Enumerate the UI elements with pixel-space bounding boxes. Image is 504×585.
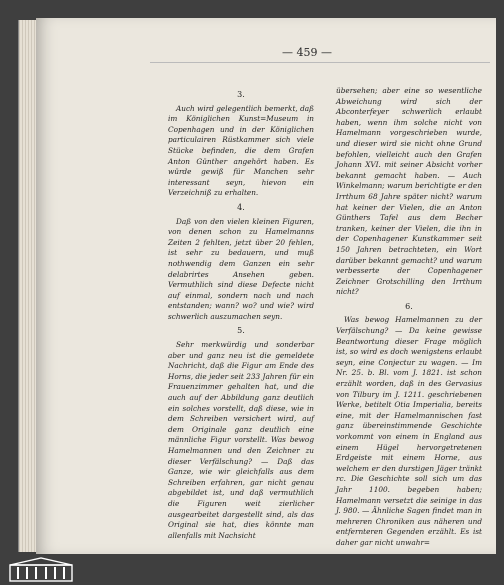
section-number: 4.	[237, 202, 245, 212]
left-column	[168, 86, 314, 543]
paragraph: Daß von den vielen kleinen Figuren, von denen schon zu Hamelmanns Zeiten 2 fehlten, jetzt über 20 fehlen, ist sehr zu bedauern, und muß nothwendig dem Ganzen ein sehr delabrirtes Ansehen geben. Vermuthlich sind diese Defecte nicht auf einmal, sondern nach und nach entstanden; wann? wo? und wie? wird schwerlich auszumachen seyn.	[168, 216, 314, 321]
library-building-icon	[8, 557, 74, 583]
document-page	[36, 18, 496, 554]
section-number: 3.	[237, 90, 245, 99]
paragraph: Was bewog Hamelmannen zu der Verfälschung? — Da keine gewisse Beantwortung dieser Frage möglich ist, so wird es doch wenigstens erlaubt seyn, eine Conjectur zu wagen. — Im Nr. 25. b. Bl. vom J. 1821. ist schon erzählt worden, daß in des Gervasius von Tilbury im J. 1211. geschriebenen Werke, betitelt Otia Imperialia, bereits eine, mit der Hamelmannischen fast ganz übereinstimmende Geschichte vorkommt von einem in England aus einem Hügel hervorgetretenen Erdgeiste mit einem Horne, aus welchem er den durstigen Jäger tränkt rc. Die Geschichte soll sich um das Jahr 1100. begeben haben; Hamelmann versetzt die seinige in das J. 980. — Ähnliche Sagen findet man in mehreren Chroniken aus näheren und entfernteren Gegenden erzählt. Es ist daher gar nicht unwahr=	[336, 315, 482, 547]
header-rule	[150, 62, 490, 63]
paragraph: Sehr merkwürdig und sonderbar aber und ganz neu ist die gemeldete Nachricht, daß die Figur am Ende des Horns, die jeder seit 233 Jahren für ein Frauenzimmer gehalten hat, und die auch auf der Abbildung ganz deutlich ein solches vorstellt, daß diese, wie in dem Schreiben versichert wird, auf dem Originale ganz deutlich eine männliche Figur vorstellt. Was bewog Hamelmannen und den Zeichner zu dieser Verfälschung? — Daß das Ganze, wie wir gleichfalls aus dem Schreiben erfahren, gar nicht genau abgebildet ist, und daß vermuthlich die Figuren weit zierlicher ausgearbeitet dargestellt sind, als das Original sie hat, dies könnte man allenfalls mit Nachsicht	[168, 340, 314, 540]
page-number: — 459 —	[282, 46, 332, 59]
paragraph: übersehen; aber eine so wesentliche Abweichung wird sich der Abconterfeyer schwerlich erlaubt haben, wenn ihm solche nicht von Hamelmann vorgeschrieben wurde, und dieser wird sie nicht ohne Grund befohlen, vielleicht auch den Grafen Johann XVI. mit seiner Absicht vorher bekannt gemacht haben. — Auch Winkelmann; warum berichtigte er den Irrthum 68 Jahre später nicht? warum hat keiner der Vielen, die an Anton Günthers Tafel aus dem Becher tranken, keiner der Vielen, die ihn in der Copenhagener Kunstkammer seit 150 Jahren betrachteten, ein Wort darüber bekannt gemacht? und warum verbesserte der Copenhagener Zeichner Grotschilling den Irrthum nicht?	[336, 86, 482, 297]
section-number: 5.	[237, 326, 245, 336]
section-number: 6.	[405, 301, 413, 311]
paragraph: Auch wird gelegentlich bemerkt, daß im Königlichen Kunst=Museum in Copenhagen und in der Königlichen particulairen Rüstkammer sich viele Stücke befinden, die dem Grafen Anton Günther angehört haben. Es würde gewiß für Manchen sehr interessant seyn, hievon ein Verzeichniß zu erhalten.	[168, 103, 314, 198]
right-column	[336, 86, 482, 551]
footer-bar	[0, 555, 504, 585]
